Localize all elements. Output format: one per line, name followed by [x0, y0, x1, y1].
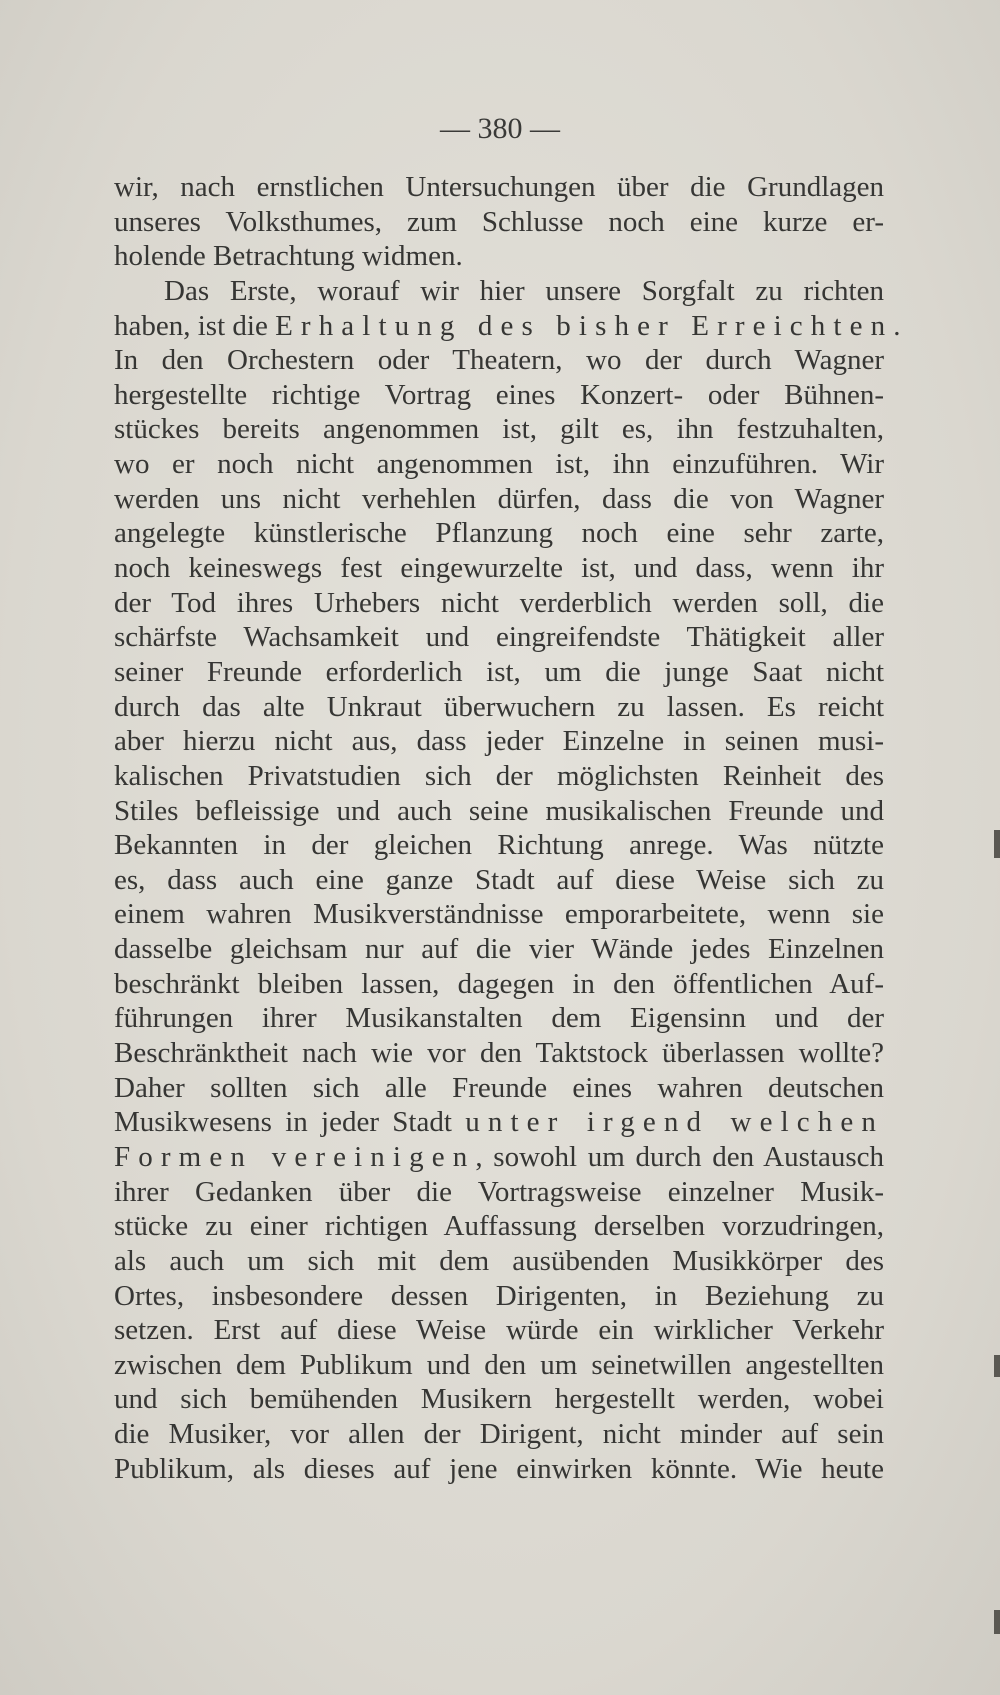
- text-line: [114, 586, 884, 621]
- line-text: der Tod ihres Urhebers nicht verderblich werden soll, die: [114, 586, 884, 619]
- line-text: stückes bereits angenommen ist, gilt es, ihn festzuhalten,: [114, 413, 884, 446]
- text-line: [114, 447, 884, 482]
- line-text: Ortes, insbesondere dessen Dirigenten, in Beziehung zu: [114, 1279, 884, 1312]
- line-text: wir, nach ernstlichen Untersuchungen über die Grundlagen: [114, 171, 884, 203]
- line-text: einem wahren Musikverständnisse emporarbeitete, wenn sie: [114, 898, 884, 931]
- line-text: ihrer Gedanken über die Vortragsweise einzelner Musik-: [114, 1175, 884, 1208]
- line-text: holende Betrachtung widmen.: [114, 240, 463, 273]
- text-line: [114, 897, 884, 932]
- text-line: [114, 482, 884, 517]
- text-line: [114, 1382, 884, 1417]
- text-line: [114, 205, 884, 240]
- text-line: [114, 1175, 884, 1210]
- line-text: haben, ist die: [114, 309, 276, 342]
- line-text: Das Erste, worauf wir hier unsere Sorgfalt zu richten: [164, 274, 884, 307]
- text-line: [114, 551, 884, 586]
- line-text: setzen. Erst auf diese Weise würde ein wirklicher Verkehr: [114, 1314, 884, 1347]
- emphasized-text: Erhaltung des bisher Erreichten: [275, 309, 894, 342]
- line-text: als auch um sich mit dem ausübenden Musikkörper des: [114, 1244, 884, 1277]
- text-line: [114, 1348, 884, 1383]
- line-text: aber hierzu nicht aus, dass jeder Einzelne in seinen musi-: [114, 725, 884, 758]
- line-text: .: [893, 309, 901, 342]
- text-line: [114, 239, 884, 274]
- line-text: kalischen Privatstudien sich der möglichsten Reinheit des: [114, 759, 884, 792]
- text-line: [114, 655, 884, 690]
- text-line: [114, 759, 884, 794]
- text-line: [114, 620, 884, 655]
- page-edge-mark: [994, 1610, 1000, 1634]
- line-text: Musikwesens in jeder Stadt: [114, 1106, 466, 1139]
- text-line: [114, 378, 884, 413]
- text-line: [114, 1001, 884, 1036]
- line-text: , sowohl um durch den Austausch: [475, 1140, 885, 1173]
- text-line: [114, 1140, 884, 1175]
- emphasized-text: Formen vereinigen: [114, 1140, 476, 1173]
- text-line: [114, 412, 884, 447]
- line-text: durch das alte Unkraut überwuchern zu lassen. Es reicht: [114, 690, 884, 723]
- body-text: [114, 170, 901, 1486]
- line-text: es, dass auch eine ganze Stadt auf diese Weise sich zu: [114, 863, 884, 896]
- text-line: [114, 1279, 884, 1314]
- line-text: angelegte künstlerische Pflanzung noch eine sehr zarte,: [114, 517, 884, 550]
- line-text: Beschränktheit nach wie vor den Taktstock überlassen wollte?: [114, 1037, 884, 1070]
- text-line: [114, 170, 884, 205]
- line-text: zwischen dem Publikum und den um seinetwillen angestellten: [114, 1348, 884, 1381]
- page-edge-mark: [994, 830, 1000, 858]
- text-line: [114, 863, 884, 898]
- page-number: — 380 —: [440, 112, 560, 145]
- text-line: [114, 1036, 884, 1071]
- line-text: stücke zu einer richtigen Auffassung derselben vorzudringen,: [114, 1210, 884, 1243]
- text-line: [114, 1452, 884, 1487]
- text-line: [114, 1417, 884, 1452]
- text-line: [114, 690, 884, 725]
- text-line: [114, 1071, 884, 1106]
- text-line: [114, 1209, 884, 1244]
- emphasized-text: unter irgend welchen: [465, 1106, 885, 1139]
- line-text: hergestellte richtige Vortrag eines Konzert- oder Bühnen-: [114, 378, 884, 411]
- text-line: [114, 1105, 884, 1140]
- text-line: [114, 828, 884, 863]
- line-text: schärfste Wachsamkeit und eingreifendste Thätigkeit aller: [114, 621, 884, 654]
- text-line: [114, 516, 884, 551]
- line-text: und sich bemühenden Musikern hergestellt werden, wobei: [114, 1383, 884, 1416]
- line-text: Stiles befleissige und auch seine musikalischen Freunde und: [114, 794, 884, 827]
- line-text: dasselbe gleichsam nur auf die vier Wände jedes Einzelnen: [114, 933, 884, 966]
- text-line: [114, 967, 884, 1002]
- line-text: seiner Freunde erforderlich ist, um die junge Saat nicht: [114, 655, 884, 688]
- page-edge-mark: [994, 1355, 1000, 1377]
- text-line: [114, 1313, 884, 1348]
- text-line: [114, 343, 884, 378]
- text-line: [114, 794, 884, 829]
- line-text: führungen ihrer Musikanstalten dem Eigensinn und der: [114, 1002, 884, 1035]
- line-text: Bekannten in der gleichen Richtung anrege. Was nützte: [114, 829, 884, 862]
- line-text: noch keineswegs fest eingewurzelte ist, und dass, wenn ihr: [114, 552, 884, 585]
- text-line: [114, 932, 884, 967]
- line-text: In den Orchestern oder Theatern, wo der durch Wagner: [114, 344, 884, 377]
- line-text: Daher sollten sich alle Freunde eines wahren deutschen: [114, 1071, 884, 1104]
- text-line: [114, 274, 884, 309]
- text-line: [114, 1244, 884, 1279]
- line-text: beschränkt bleiben lassen, dagegen in den öffentlichen Auf-: [114, 967, 884, 1000]
- line-text: werden uns nicht verhehlen dürfen, dass die von Wagner: [114, 482, 884, 515]
- line-text: unseres Volksthumes, zum Schlusse noch eine kurze er-: [114, 205, 884, 238]
- text-line: [114, 309, 901, 344]
- text-line: [114, 724, 884, 759]
- line-text: Publikum, als dieses auf jene einwirken könnte. Wie heute: [114, 1452, 884, 1485]
- line-text: die Musiker, vor allen der Dirigent, nicht minder auf sein: [114, 1418, 884, 1451]
- line-text: wo er noch nicht angenommen ist, ihn einzuführen. Wir: [114, 448, 884, 481]
